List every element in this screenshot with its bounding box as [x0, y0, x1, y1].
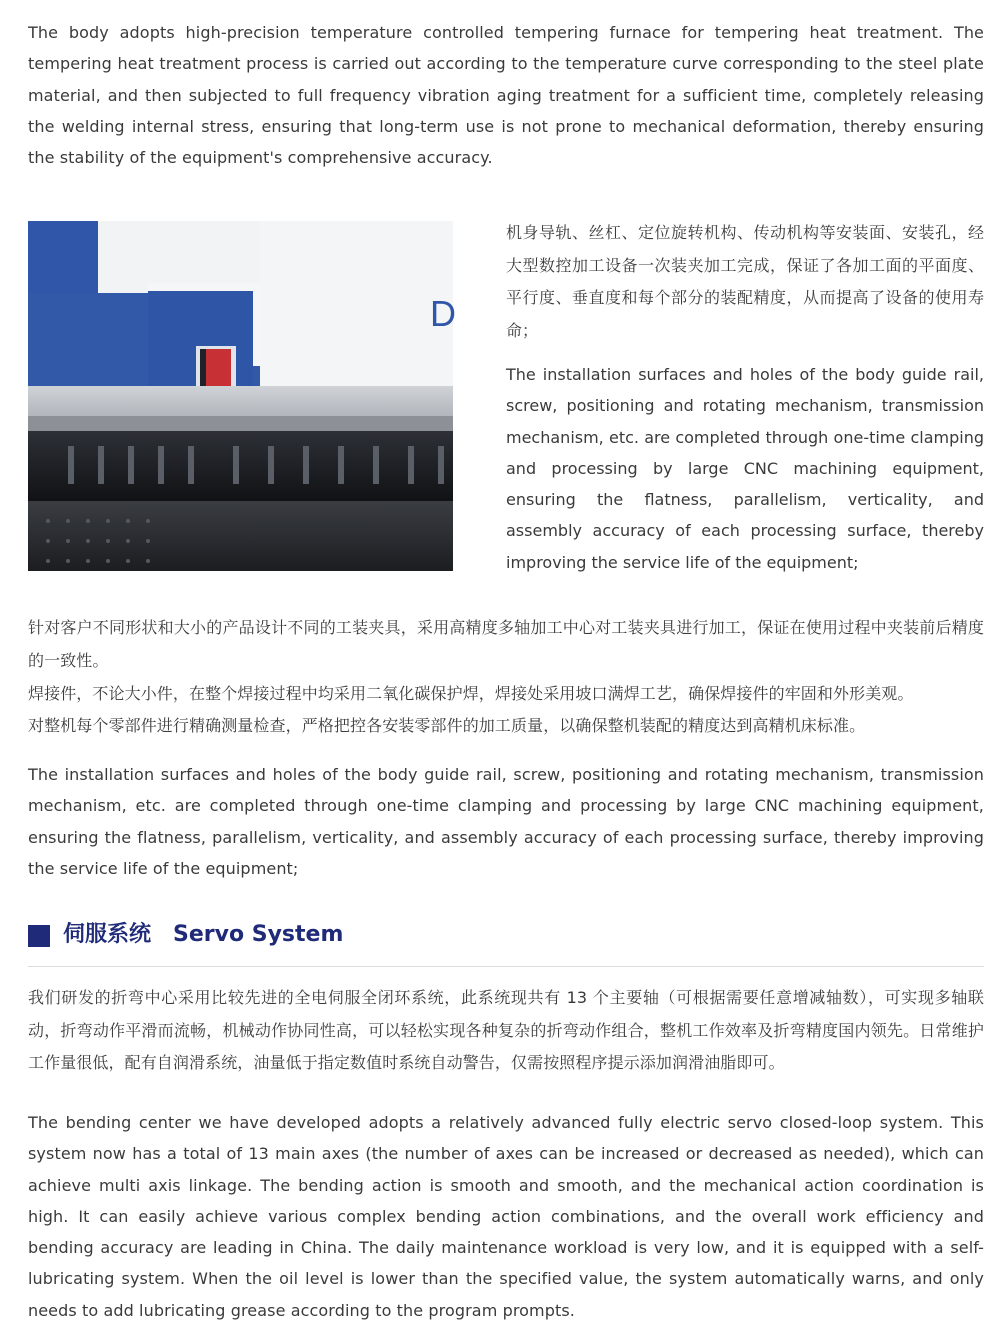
machine-closeup-image	[28, 221, 456, 571]
fixtures-text-en: The installation surfaces and holes of the body guide rail, screw, positioning and rotating mechanism, transmission mechanism, etc. are completed through one-time clamping and processing by large CNC machining equipment, ensuring the flatness, parallelism, verticality, and assembly accuracy of each processing surface, thereby improving the service life of the equipment;	[28, 765, 984, 878]
section-marker-icon	[28, 925, 50, 947]
fixtures-text-cn-2: 焊接件，不论大小件，在整个焊接过程中均采用二氧化碳保护焊，焊接处采用坡口满焊工艺，确保焊接件的牢固和外形美观。	[28, 684, 914, 703]
servo-title-cn: 伺服系统	[63, 922, 152, 947]
servo-text-cn: 我们研发的折弯中心采用比较先进的全电伺服全闭环系统，此系统现共有 13 个主要轴（可根据需要任意增减轴数），可实现多轴联动，折弯动作平滑而流畅，机械动作协同性高，可以轻松实现各种复杂的折弯动作组合，整机工作效率及折弯精度国内领先。日常维护工作量很低，配有自润滑系统，油量低于指定数值时系统自动警告，仅需按照程序提示添加润滑油脂即可。	[28, 988, 984, 1072]
fixtures-text-cn-1: 针对客户不同形状和大小的产品设计不同的工装夹具，采用高精度多轴加工中心对工装夹具进行加工，保证在使用过程中夹装前后精度的一致性。	[28, 618, 984, 670]
tempering-paragraph: The body adopts high-precision temperature controlled tempering furnace for tempering heat treatment. The tempering heat treatment process is carried out according to the temperature curve corresponding to the steel plate material, and then subjected to full frequency vibration aging treatment for a sufficient time, completely releasing the welding internal stress, ensuring that long-term use is not prone to mechanical deformation, thereby ensuring the stability of the equipment's comprehensive accuracy.	[28, 23, 984, 168]
servo-section-title	[63, 918, 343, 952]
servo-text-en: The bending center we have developed adopts a relatively advanced fully electric servo closed-loop system. This system now has a total of 13 main axes (the number of axes can be increased or decreased as needed), which can achieve multi axis linkage. The bending action is smooth and smooth, and the mechanical action coordination is high. It can easily achieve various complex bending action combinations, and the overall work efficiency and bending accuracy are leading in China. The daily maintenance workload is very low, and it is equipped with a self-lubricating system. When the oil level is lower than the specified value, the system automatically warns, and only needs to add lubricating grease according to the program prompts.	[28, 1113, 984, 1320]
servo-section-header	[28, 918, 984, 967]
machine-logo-letter: D	[430, 293, 456, 334]
machining-text-cn: 机身导轨、丝杠、定位旋转机构、传动机构等安装面、安装孔，经大型数控加工设备一次装夹加工完成，保证了各加工面的平面度、平行度、垂直度和每个部分的装配精度，从而提高了设备的使用寿命；	[506, 223, 984, 340]
servo-title-en: Servo System	[173, 922, 344, 947]
machining-text-en: The installation surfaces and holes of the body guide rail, screw, positioning and rotating mechanism, transmission mechanism, etc. are completed through one-time clamping and processing by large CNC machining equipment, ensuring the flatness, parallelism, verticality, and assembly accuracy of each processing surface, thereby improving the service life of the equipment;	[506, 365, 984, 572]
fixtures-text-cn-3: 对整机每个零部件进行精确测量检查，严格把控各安装零部件的加工质量，以确保整机装配的精度达到高精机床标准。	[28, 716, 866, 735]
